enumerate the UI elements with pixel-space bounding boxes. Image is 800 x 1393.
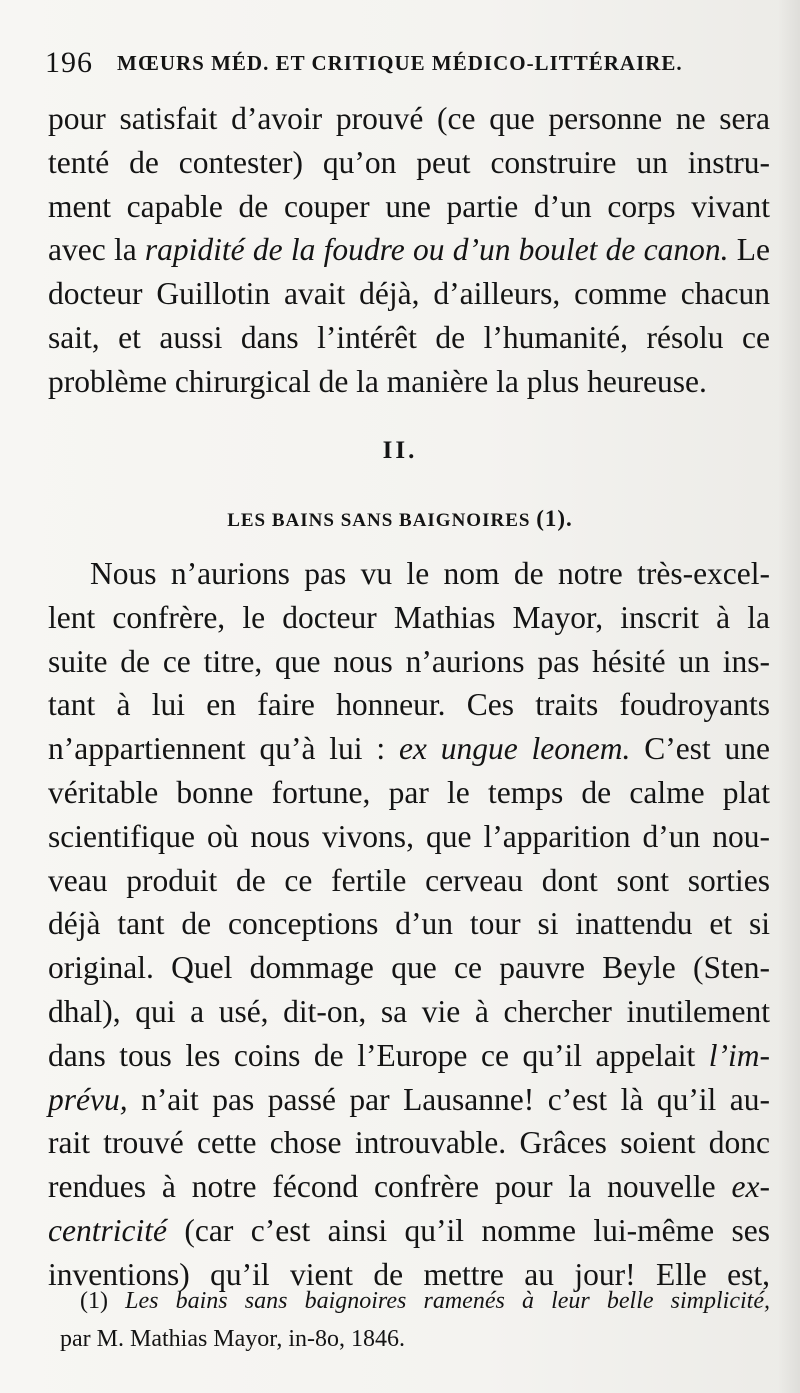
footnote [60,1282,770,1358]
text-segment: (car c’est ainsi qu’il nomme lui-même ses [166,1212,770,1248]
text-line: problème chirurgical de la manière la plus heureuse. [48,363,707,399]
italic-phrase: prévu, [48,1081,128,1117]
text-segment: Le [728,232,770,268]
text-line: ment capable de couper une partie d’un corps vivant [48,188,770,224]
footnote-line-1 [60,1282,770,1320]
text-line: véritable bonne fortune, par le temps de calme plat [48,774,770,810]
text-line [48,228,770,272]
text-line: lent confrère, le docteur Mathias Mayor, inscrit à la [48,599,770,635]
page-edge-shadow [778,0,800,1393]
running-header [45,46,765,82]
section-number: II. [382,437,418,464]
text-line: original. Quel dommage que ce pauvre Beyle (Sten- [48,950,770,986]
paragraph-1 [48,97,770,404]
text-line: Nous n’aurions pas vu le nom de notre très-excel- [90,556,770,591]
paragraph-2 [48,552,770,1297]
text-segment: n’ait pas passé par Lausanne! c’est là qu’il au- [127,1081,770,1117]
text-segment: rendues à notre fécond confrère pour la nouvelle [48,1169,732,1205]
text-line: tant à lui en faire honneur. Ces traits foudroyants [48,687,770,723]
section-title-text: LES BAINS SANS BAIGNOIRES [227,510,531,531]
section-title [0,506,800,532]
text-line: pour satisfait d’avoir prouvé (ce que personne ne sera [48,101,770,136]
text-line: docteur Guillotin avait déjà, d’ailleurs, comme chacun [48,276,770,312]
italic-phrase: centricité [48,1212,167,1248]
running-title: MŒURS MÉD. ET CRITIQUE MÉDICO-LITTÉRAIRE. [117,51,683,75]
text-line [48,1034,770,1078]
text-segment: avec la [48,232,145,268]
italic-phrase: rapidité de la foudre ou d’un boulet de canon. [144,232,729,268]
page-number: 196 [45,46,93,79]
text-line [48,1209,770,1253]
text-line: inventions) qu’il vient de mettre au jour! Elle est, [48,1256,770,1292]
footnote-reference: (1). [536,506,573,531]
text-line: suite de ce titre, que nous n’aurions pas hésité un ins- [48,643,770,679]
text-segment: n’appartiennent qu’à lui : [48,731,399,767]
text-segment: dans tous les coins de l’Europe ce qu’il appelait [48,1037,709,1073]
italic-phrase: l’im- [708,1037,770,1073]
text-line [48,1165,770,1209]
italic-phrase: ex- [731,1169,770,1205]
text-line: sait, et aussi dans l’intérêt de l’humanité, résolu ce [48,319,770,355]
text-line: rait trouvé cette chose introuvable. Grâces soient donc [48,1125,770,1161]
text-line: déjà tant de conceptions d’un tour si inattendu et si [48,906,770,942]
footnote-line-2: par M. Mathias Mayor, in-8o, 1846. [60,1326,405,1352]
text-line: tenté de contester) qu’on peut construire un instru- [48,144,770,180]
text-segment: C’est une [630,731,770,767]
text-line: dhal), qui a usé, dit-on, sa vie à chercher inutilement [48,993,770,1029]
footnote-title: Les bains sans baignoires ramenés à leur belle simplicité, [125,1288,770,1314]
text-line: veau produit de ce fertile cerveau dont sont sorties [48,862,770,898]
footnote-marker: (1) [80,1288,108,1314]
text-line: scientifique où nous vivons, que l’apparition d’un nou- [48,818,770,854]
text-line [48,727,770,771]
text-line [48,1078,770,1122]
italic-phrase: ex ungue leonem. [398,731,631,767]
